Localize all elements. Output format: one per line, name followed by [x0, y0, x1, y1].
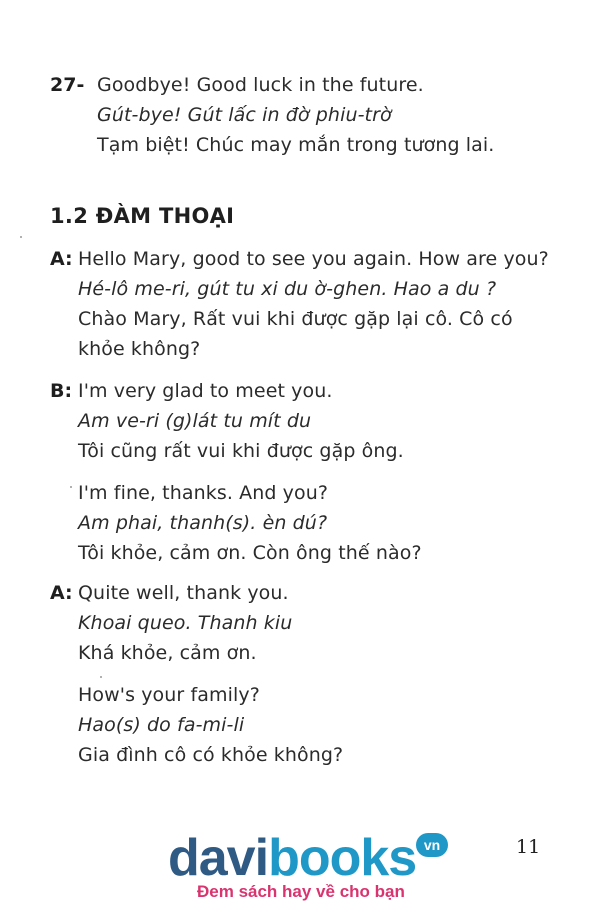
dialogue-vietnamese: Khá khỏe, cảm ơn.: [78, 642, 257, 664]
logo-part-davi: davi: [168, 829, 269, 887]
page-number: 11: [516, 836, 541, 858]
dialogue-vietnamese: Tôi khỏe, cảm ơn. Còn ông thế nào?: [78, 542, 422, 564]
dialogue-english: Hello Mary, good to see you again. How are you?: [78, 248, 549, 270]
dialogue-pronunciation: Am phai, thanh(s). èn dú?: [78, 512, 328, 534]
speaker-label: A:: [50, 582, 73, 604]
davibooks-logo: [168, 830, 416, 886]
item-pronunciation: Gút-bye! Gút lấc in đờ phiu-trờ: [97, 104, 392, 126]
logo-tagline: Đem sách hay về cho bạn: [197, 882, 405, 901]
item-number: 27-: [50, 74, 85, 96]
scan-speck: [100, 676, 102, 678]
dialogue-english: Quite well, thank you.: [78, 582, 289, 604]
scan-speck: [20, 236, 22, 238]
dialogue-pronunciation: Hé-lô me-ri, gút tu xi du ờ-ghen. Hao a du ?: [78, 278, 497, 300]
dialogue-pronunciation: Khoai queo. Thanh kiu: [78, 612, 293, 634]
dialogue-english: How's your family?: [78, 684, 260, 706]
speaker-label: A:: [50, 248, 73, 270]
item-vietnamese: Tạm biệt! Chúc may mắn trong tương lai.: [97, 134, 495, 156]
dialogue-vietnamese: Chào Mary, Rất vui khi được gặp lại cô. Cô có: [78, 308, 513, 330]
logo-vn-badge: vn: [416, 833, 448, 857]
dialogue-english: I'm fine, thanks. And you?: [78, 482, 329, 504]
dialogue-pronunciation: Am ve-ri (g)lát tu mít du: [78, 410, 312, 432]
dialogue-vietnamese-continued: khỏe không?: [78, 338, 201, 360]
item-english: Goodbye! Good luck in the future.: [97, 74, 424, 96]
dialogue-vietnamese: Tôi cũng rất vui khi được gặp ông.: [78, 440, 404, 462]
dialogue-english: I'm very glad to meet you.: [78, 380, 333, 402]
section-title: 1.2 ĐÀM THOẠI: [50, 204, 235, 228]
logo-part-books: books: [268, 829, 417, 887]
dialogue-vietnamese: Gia đình cô có khỏe không?: [78, 744, 344, 766]
scan-speck: [70, 486, 72, 488]
dialogue-pronunciation: Hao(s) do fa-mi-li: [78, 714, 245, 736]
speaker-label: B:: [50, 380, 73, 402]
